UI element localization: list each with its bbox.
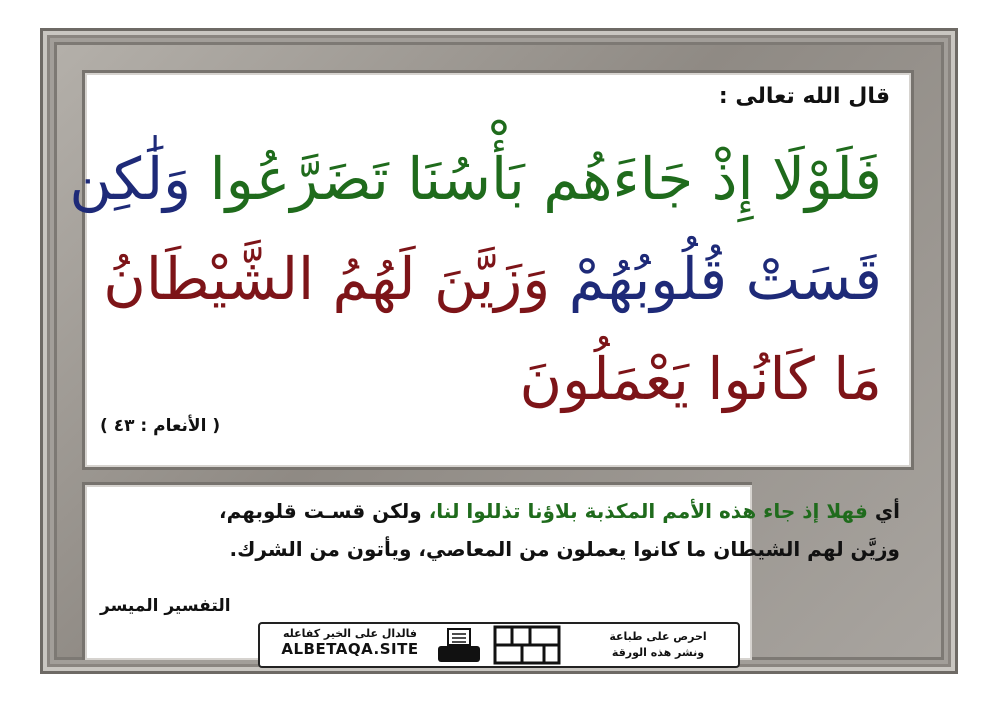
verse-line-3 — [519, 345, 882, 413]
footer-left — [270, 627, 430, 658]
tafsir-text — [180, 492, 900, 568]
verse-line-2-maroon: وَزَيَّنَ لَهُمُ الشَّيْطَانُ — [103, 245, 551, 313]
footer-site: ALBETAQA.SITE — [281, 640, 419, 658]
footer-right — [588, 629, 728, 661]
footer-box — [258, 622, 740, 668]
tafsir-line-1-c: ولكن قسـت قلوبهم، — [218, 499, 422, 523]
footer-right-line-1: احرص على طباعة — [609, 630, 707, 643]
albetaqa-logo — [492, 624, 562, 666]
tafsir-line-1-a: أي — [874, 499, 900, 523]
footer-right-line-2: ونشر هذه الورقة — [611, 646, 705, 659]
verse-line-1 — [69, 145, 882, 213]
verse-line-2-navy: قَسَتْ قُلُوبُهُمْ — [568, 245, 882, 313]
footer-left-text: فالدال على الخير كفاعله — [282, 627, 418, 640]
surah-reference: ( الأنعام : ٤٣ ) — [100, 416, 221, 436]
heading: قال الله تعالى : — [718, 84, 890, 109]
tafsir-line-2: وزيَّن لهم الشيطان ما كانوا يعملون من المعاصي، ويأتون من الشرك. — [229, 537, 900, 561]
printer-icon — [436, 628, 482, 664]
verse-line-1-navy: وَلَٰكِن — [69, 145, 192, 213]
tafsir-source: التفسير الميسر — [100, 596, 231, 616]
tafsir-line-1 — [180, 492, 900, 530]
verse-line-3-maroon: مَا كَانُوا يَعْمَلُونَ — [519, 345, 882, 413]
verse-line-1-green: فَلَوْلَا إِذْ جَاءَهُم بَأْسُنَا تَضَرَّعُوا — [209, 145, 882, 213]
tafsir-line-1-b: فهلا إذ جاء هذه الأمم المكذبة بلاؤنا تذللوا لنا، — [428, 499, 868, 523]
verse-line-2 — [103, 245, 882, 313]
